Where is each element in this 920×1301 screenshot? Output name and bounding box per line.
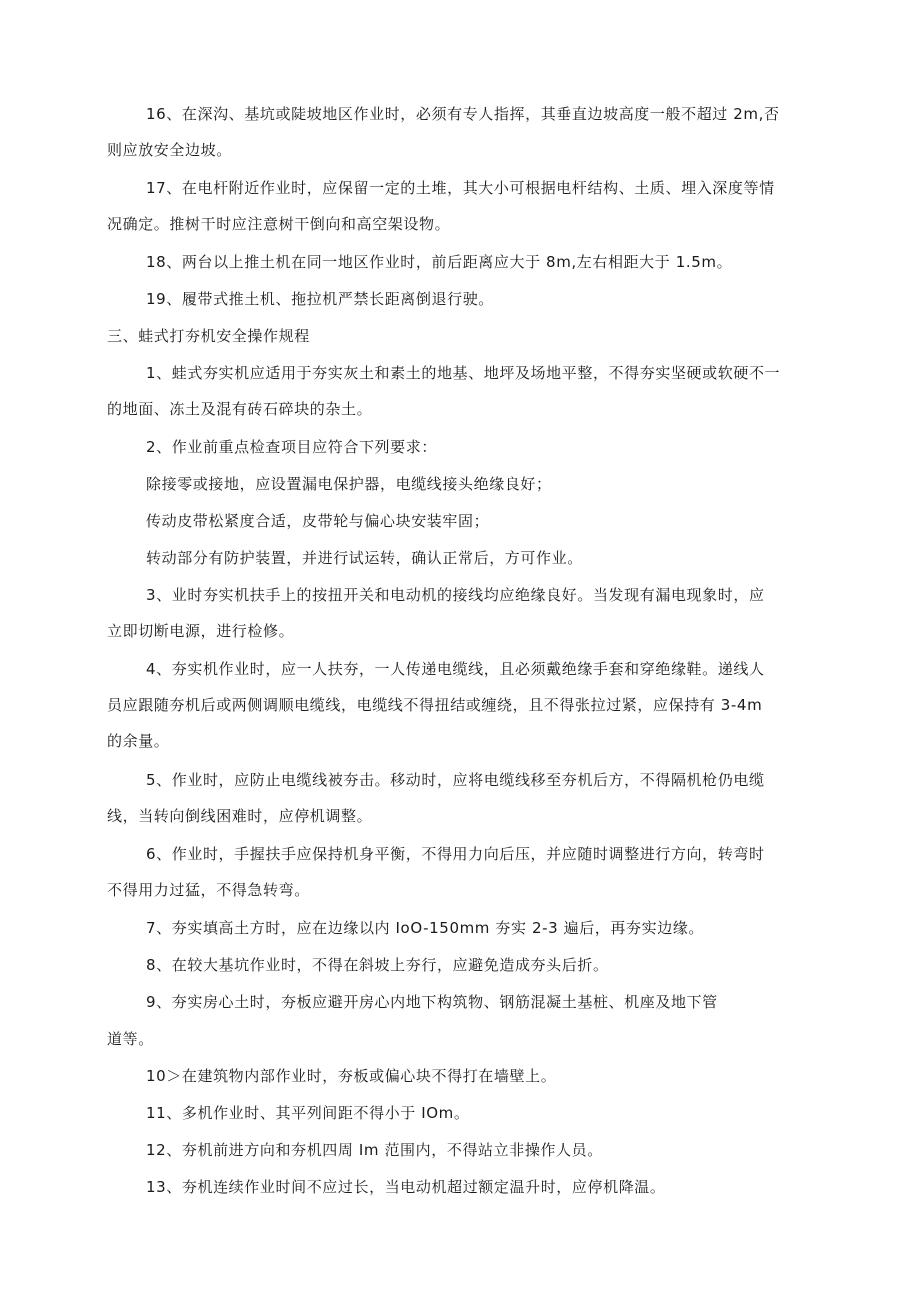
paragraph-11: 11、多机作业时、其平列间距不得小于 IOm。 (146, 1104, 470, 1122)
paragraph-16-line-2: 则应放安全边坡。 (107, 141, 232, 159)
paragraph-18: 18、两台以上推土机在同一地区作业时，前后距离应大于 8m,左右相距大于 1.5m。 (146, 253, 733, 271)
paragraph-1-line-2: 的地面、冻土及混有砖石碎块的杂土。 (107, 400, 373, 418)
paragraph-5-line-1: 5、作业时，应防止电缆线被夯击。移动时，应将电缆线移至夯机后方，不得隔机枪仍电缆 (146, 771, 765, 789)
paragraph-2: 2、作业前重点检查项目应符合下列要求： (146, 438, 437, 456)
paragraph-8: 8、在较大基坑作业时，不得在斜坡上夯行，应避免造成夯头后折。 (146, 956, 609, 974)
paragraph-6-line-2: 不得用力过猛，不得急转弯。 (107, 881, 310, 899)
paragraph-9-line-2: 道等。 (107, 1030, 154, 1048)
paragraph-13: 13、夯机连续作业时间不应过长，当电动机超过额定温升时，应停机降温。 (146, 1178, 666, 1196)
paragraph-3-line-2: 立即切断电源，进行检修。 (107, 622, 295, 640)
paragraph-4-line-3: 的余量。 (107, 732, 170, 750)
paragraph-16-line-1: 16、在深沟、基坑或陡坡地区作业时，必须有专人指挥，其垂直边坡高度一般不超过 2m,否 (146, 105, 780, 123)
requirement-item-2: 传动皮带松紧度合适，皮带轮与偏心块安装牢固； (146, 512, 490, 530)
requirement-item-1: 除接零或接地，应设置漏电保护器，电缆线接头绝缘良好； (146, 475, 552, 493)
paragraph-7: 7、夯实填高土方时，应在边缘以内 IoO-150mm 夯实 2-3 遍后，再夯实边缘。 (146, 919, 705, 937)
paragraph-4-line-2: 员应跟随夯机后或两侧调顺电缆线，电缆线不得扭结或缠绕，且不得张拉过紧，应保持有 3-4m (107, 696, 763, 714)
paragraph-1-line-1: 1、蛙式夯实机应适用于夯实灰土和素土的地基、地坪及场地平整，不得夯实坚硬或软硬不一 (146, 364, 781, 382)
paragraph-3-line-1: 3、业时夯实机扶手上的按扭开关和电动机的接线均应绝缘良好。当发现有漏电现象时，应 (146, 586, 765, 604)
paragraph-9-line-1: 9、夯实房心土时，夯板应避开房心内地下构筑物、钢筋混凝土基桩、机座及地下管 (146, 993, 718, 1011)
paragraph-17-line-1: 17、在电杆附近作业时，应保留一定的土堆，其大小可根据电杆结构、土质、埋入深度等情 (146, 179, 775, 197)
paragraph-6-line-1: 6、作业时，手握扶手应保持机身平衡，不得用力向后压，并应随时调整进行方向，转弯时 (146, 845, 765, 863)
paragraph-12: 12、夯机前进方向和夯机四周 Im 范围内，不得站立非操作人员。 (146, 1141, 603, 1159)
paragraph-17-line-2: 况确定。推树干时应注意树干倒向和高空架设物。 (107, 215, 451, 233)
paragraph-10: 10＞在建筑物内部作业时，夯板或偏心块不得打在墙壁上。 (146, 1067, 557, 1085)
section-heading: 三、蛙式打夯机安全操作规程 (107, 327, 310, 345)
requirement-item-3: 转动部分有防护装置，并进行试运转，确认正常后，方可作业。 (146, 549, 583, 567)
paragraph-5-line-2: 线，当转向倒线困难时，应停机调整。 (107, 807, 373, 825)
paragraph-19: 19、履带式推土机、拖拉机严禁长距离倒退行驶。 (146, 290, 494, 308)
paragraph-4-line-1: 4、夯实机作业时，应一人扶夯，一人传递电缆线，且必须戴绝缘手套和穿绝缘鞋。递线人 (146, 660, 765, 678)
